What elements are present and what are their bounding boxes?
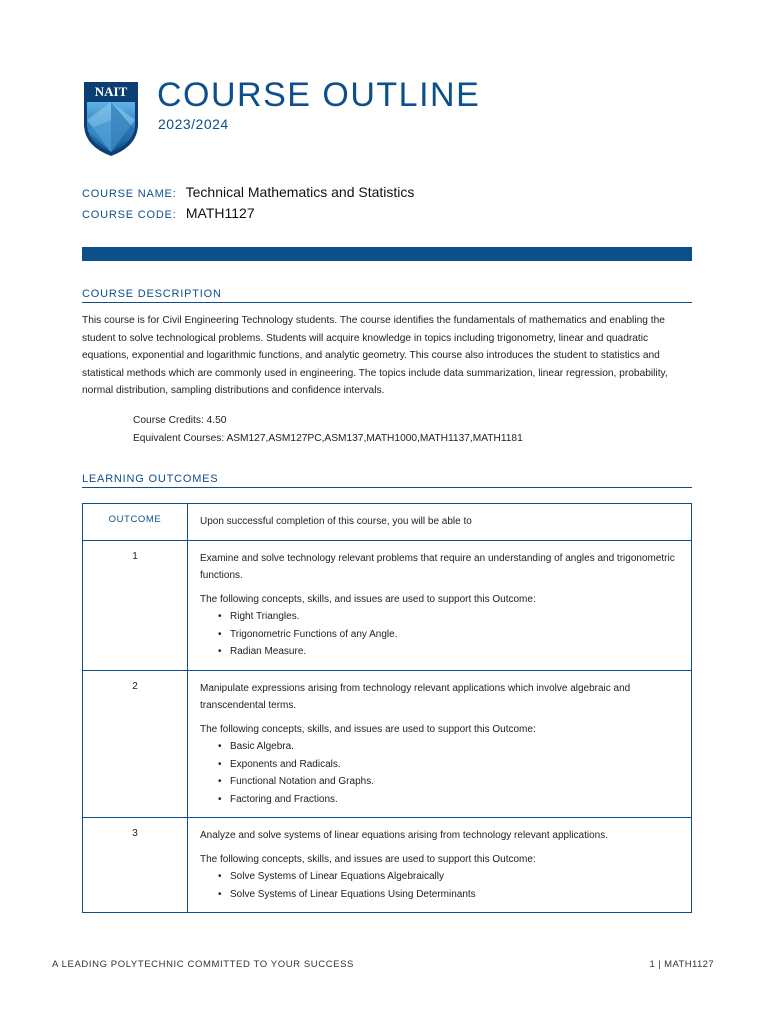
learning-outcomes-table xyxy=(82,503,692,913)
outcome-intro-header: Upon successful completion of this course, you will be able to xyxy=(188,504,692,541)
list-item: • Factoring and Fractions. xyxy=(230,791,679,809)
outcome-support-intro: The following concepts, skills, and issues are used to support this Outcome: xyxy=(200,853,536,865)
table-header-row xyxy=(83,504,692,541)
outcome-cell xyxy=(188,670,692,818)
outcome-text: Analyze and solve systems of linear equations arising from technology relevant applications. xyxy=(200,830,608,841)
outcome-text: Examine and solve technology relevant problems that require an understanding of angles and trigonometric functions. xyxy=(200,552,675,581)
list-item: • Trigonometric Functions of any Angle. xyxy=(230,626,679,644)
list-item: • Exponents and Radicals. xyxy=(230,756,679,774)
table-row xyxy=(83,818,692,913)
course-code-label: COURSE CODE: xyxy=(82,209,177,221)
list-item: • Functional Notation and Graphs. xyxy=(230,773,679,791)
page-title: COURSE OUTLINE xyxy=(157,76,481,114)
course-description-heading: COURSE DESCRIPTION xyxy=(82,288,692,303)
outcome-support-list xyxy=(200,738,679,808)
outcome-support-list xyxy=(200,868,679,903)
academic-year: 2023/2024 xyxy=(158,116,229,132)
table-row xyxy=(83,540,692,670)
table-row xyxy=(83,670,692,818)
nait-logo xyxy=(82,80,140,158)
footer-tagline: A LEADING POLYTECHNIC COMMITTED TO YOUR SUCCESS xyxy=(52,959,354,970)
course-credits: Course Credits: 4.50 xyxy=(133,415,227,426)
outcome-support-intro: The following concepts, skills, and issues are used to support this Outcome: xyxy=(200,723,536,735)
outcome-support-list xyxy=(200,608,679,661)
header-divider-band xyxy=(82,247,692,261)
list-item: • Solve Systems of Linear Equations Using Determinants xyxy=(230,886,679,904)
outcome-column-header: OUTCOME xyxy=(83,504,188,541)
outcome-text: Manipulate expressions arising from technology relevant applications which involve algebraic and transcendental terms. xyxy=(200,682,631,711)
course-credits-block xyxy=(133,412,523,448)
course-code-row xyxy=(82,205,255,221)
equivalent-courses: Equivalent Courses: ASM127,ASM127PC,ASM137,MATH1000,MATH1137,MATH1181 xyxy=(133,433,523,444)
course-name-row xyxy=(82,184,414,200)
logo-text: NAIT xyxy=(94,84,128,99)
outcome-cell xyxy=(188,540,692,670)
learning-outcomes-heading: LEARNING OUTCOMES xyxy=(82,473,692,488)
footer-page-number: 1 | MATH1127 xyxy=(649,959,714,970)
outcome-number: 2 xyxy=(83,670,188,818)
course-code: MATH1127 xyxy=(185,205,255,221)
outcome-number: 3 xyxy=(83,818,188,913)
list-item: • Basic Algebra. xyxy=(230,738,679,756)
outcome-number: 1 xyxy=(83,540,188,670)
list-item: • Right Triangles. xyxy=(230,608,679,626)
course-name: Technical Mathematics and Statistics xyxy=(185,184,415,200)
outcome-cell xyxy=(188,818,692,913)
course-name-label: COURSE NAME: xyxy=(82,188,177,200)
list-item: • Solve Systems of Linear Equations Algebraically xyxy=(230,868,679,886)
outcome-support-intro: The following concepts, skills, and issues are used to support this Outcome: xyxy=(200,593,536,605)
list-item: • Radian Measure. xyxy=(230,643,679,661)
course-description-text: This course is for Civil Engineering Technology students. The course identifies the fundamentals of mathematics and enabling the student to solve technological problems. Students will acquire knowledge in topics including trigonometry, linear and quadratic equations, exponential and logarithmic functions, and analytic geometry. This course also introduces the student to statistics and statistical methods which are commonly used in engineering. The topics include data summarization, linear regression, probability, normal distribution, sampling distributions and confidence intervals. xyxy=(82,315,668,397)
